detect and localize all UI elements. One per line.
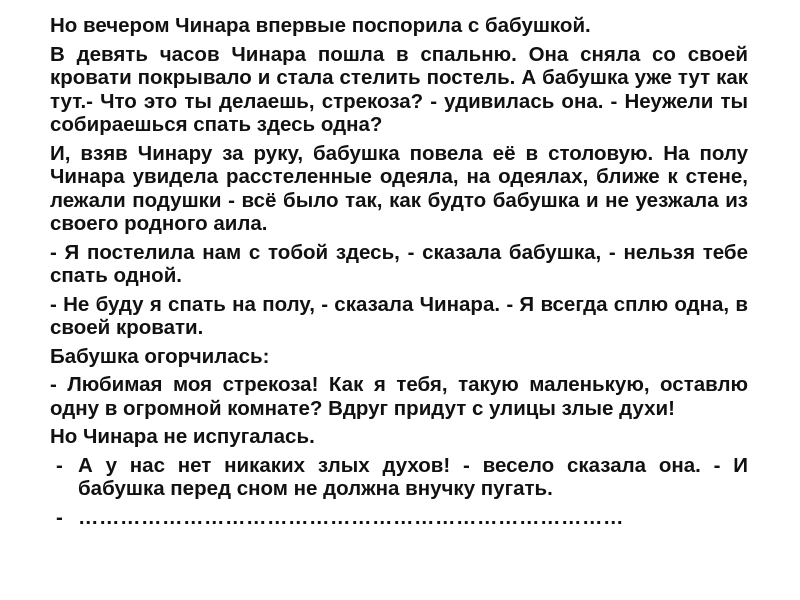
paragraph-5: - Не буду я спать на полу, - сказала Чинара. - Я всегда сплю одна, в своей кровати. (50, 292, 748, 339)
paragraph-6: Бабушка огорчилась: (50, 344, 270, 368)
list-item-2 (50, 506, 748, 530)
list-item-text: А у нас нет никаких злых духов! - весело сказала она. - И бабушка перед сном не должна внучку пугать. (78, 453, 748, 500)
paragraph-4: - Я постелила нам с тобой здесь, - сказала бабушка, - нельзя тебе спать одной. (50, 240, 748, 287)
paragraph-3: И, взяв Чинару за руку, бабушка повела её в столовую. На полу Чинара увидела расстеленные одеяла, на одеялах, ближе к стене, лежали подушки - всё было так, как будто бабушка и не уезжала из своего родного аила. (50, 141, 748, 235)
paragraph-8: Но Чинара не испугалась. (50, 425, 315, 448)
paragraph-2: В девять часов Чинара пошла в спальню. Она сняла со своей кровати покрывало и стала стелить постель. А бабушка уже тут как тут.- Что это ты делаешь, стрекоза? - удивилась она. - Неужели ты собираешься спать здесь одна? (50, 42, 748, 136)
ellipsis-line: …………………………………………………………………… (78, 505, 624, 529)
paragraph-1: Но вечером Чинара впервые поспорила с бабушкой. (50, 14, 591, 37)
dialogue-list (50, 454, 748, 530)
bullet-dash: - (56, 505, 63, 529)
bullet-dash: - (56, 453, 63, 477)
paragraph-7: - Любимая моя стрекоза! Как я тебя, такую маленькую, оставлю одну в огромной комнате? Вдруг придут с улицы злые духи! (50, 373, 748, 420)
list-item-1 (50, 454, 748, 501)
